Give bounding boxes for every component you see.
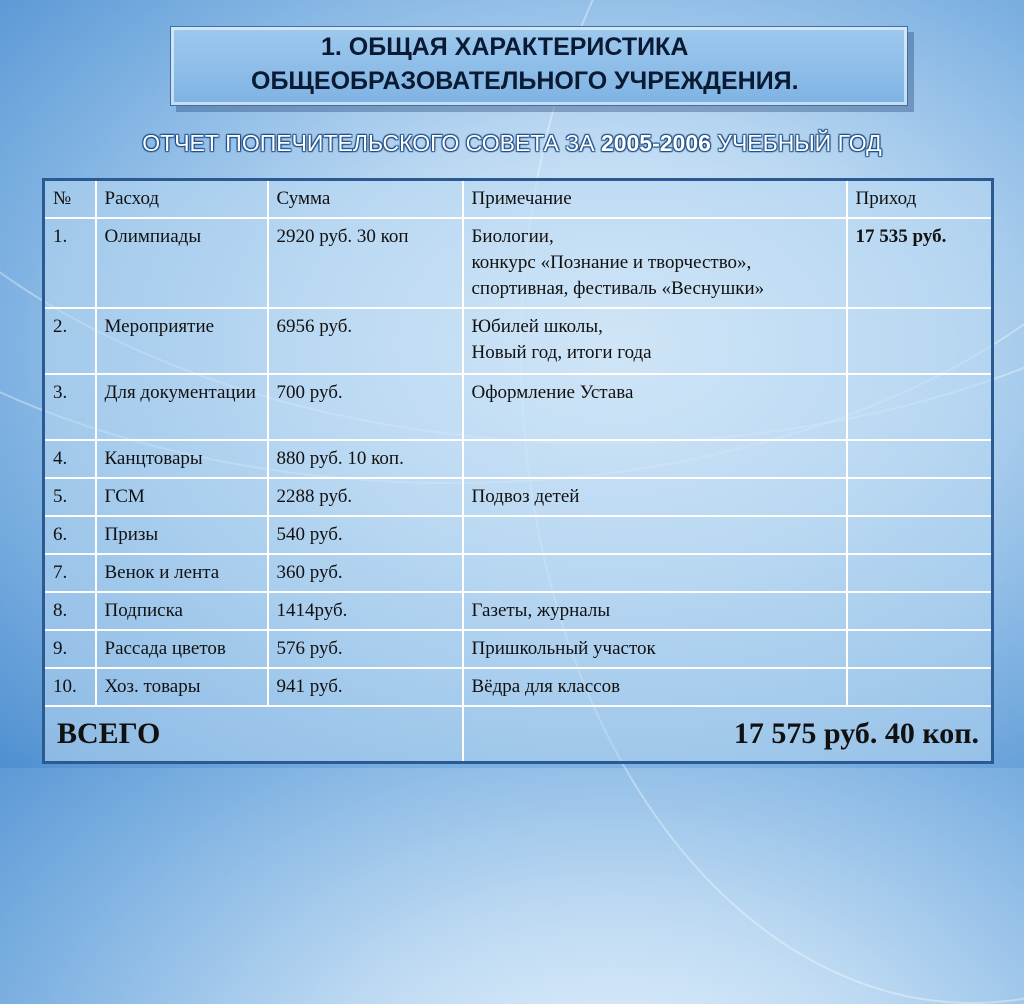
cell-no: 6. [44, 516, 96, 554]
cell-no: 3. [44, 374, 96, 440]
cell-no: 4. [44, 440, 96, 478]
note-line: спортивная, фестиваль «Веснушки» [471, 278, 765, 299]
cell-note [463, 218, 847, 308]
cell-no: 7. [44, 554, 96, 592]
cell-expense: Подписка [96, 592, 268, 630]
cell-income [847, 308, 993, 374]
cell-note [463, 308, 847, 374]
header-income: Приход [847, 180, 993, 219]
cell-expense: ГСМ [96, 478, 268, 516]
header-row [44, 180, 993, 219]
cell-no: 2. [44, 308, 96, 374]
cell-expense: Канцтовары [96, 440, 268, 478]
table-row [44, 440, 993, 478]
title-line-1: 1. ОБЩАЯ ХАРАКТЕРИСТИКА [321, 33, 689, 61]
cell-income [847, 440, 993, 478]
total-amount: 17 575 руб. 40 коп. [463, 706, 993, 762]
cell-note [463, 478, 847, 516]
cell-income [847, 630, 993, 668]
cell-expense: Для документации [96, 374, 268, 440]
table-row [44, 516, 993, 554]
cell-expense: Хоз. товары [96, 668, 268, 706]
note-line: Пришкольный участок [471, 638, 656, 659]
cell-income [847, 554, 993, 592]
total-row [44, 706, 993, 762]
table-row [44, 630, 993, 668]
note-line: Новый год, итоги года [471, 342, 652, 363]
cell-income [847, 478, 993, 516]
note-line: Биологии, [471, 226, 554, 247]
cell-income: 17 535 руб. [847, 218, 993, 308]
table-row [44, 478, 993, 516]
cell-amount: 880 руб. 10 коп. [268, 440, 463, 478]
table-row [44, 668, 993, 706]
note-line: Газеты, журналы [471, 600, 611, 621]
cell-amount: 941 руб. [268, 668, 463, 706]
cell-amount: 540 руб. [268, 516, 463, 554]
cell-no: 9. [44, 630, 96, 668]
cell-note [463, 374, 847, 440]
cell-income [847, 592, 993, 630]
table-row [44, 218, 993, 308]
cell-note [463, 440, 847, 478]
cell-amount: 2920 руб. 30 коп [268, 218, 463, 308]
cell-income [847, 516, 993, 554]
cell-note [463, 630, 847, 668]
note-line: Оформление Устава [471, 382, 634, 403]
cell-expense: Олимпиады [96, 218, 268, 308]
header-amount: Сумма [268, 180, 463, 219]
cell-amount: 576 руб. [268, 630, 463, 668]
note-line: конкурс «Познание и творчество», [471, 252, 752, 273]
cell-amount: 6956 руб. [268, 308, 463, 374]
note-line: Подвоз детей [471, 486, 580, 507]
cell-expense: Мероприятие [96, 308, 268, 374]
note-line: Юбилей школы, [471, 316, 603, 337]
report-subtitle [0, 130, 1024, 157]
subtitle-prefix: ОТЧЕТ ПОПЕЧИТЕЛЬСКОГО СОВЕТА ЗА [142, 130, 601, 156]
cell-no: 8. [44, 592, 96, 630]
cell-note [463, 554, 847, 592]
header-no: № [44, 180, 96, 219]
cell-expense: Рассада цветов [96, 630, 268, 668]
cell-no: 1. [44, 218, 96, 308]
subtitle-suffix: УЧЕБНЫЙ ГОД [710, 130, 882, 156]
cell-expense: Венок и лента [96, 554, 268, 592]
cell-note [463, 516, 847, 554]
cell-no: 10. [44, 668, 96, 706]
subtitle-years: 2005-2006 [600, 130, 711, 156]
cell-amount: 2288 руб. [268, 478, 463, 516]
cell-no: 5. [44, 478, 96, 516]
cell-expense: Призы [96, 516, 268, 554]
cell-note [463, 668, 847, 706]
table-row [44, 308, 993, 374]
expense-table [42, 178, 994, 764]
title-line-2: ОБЩЕОБРАЗОВАТЕЛЬНОГО УЧРЕЖДЕНИЯ. [251, 67, 799, 95]
table-row [44, 592, 993, 630]
cell-note [463, 592, 847, 630]
cell-income [847, 668, 993, 706]
cell-amount: 360 руб. [268, 554, 463, 592]
table-row [44, 554, 993, 592]
header-expense: Расход [96, 180, 268, 219]
header-note: Примечание [463, 180, 847, 219]
table-row [44, 374, 993, 440]
note-line: Вёдра для классов [471, 676, 621, 697]
total-label: ВСЕГО [44, 706, 463, 762]
cell-income [847, 374, 993, 440]
cell-amount: 1414руб. [268, 592, 463, 630]
cell-amount: 700 руб. [268, 374, 463, 440]
title-box [170, 26, 908, 106]
